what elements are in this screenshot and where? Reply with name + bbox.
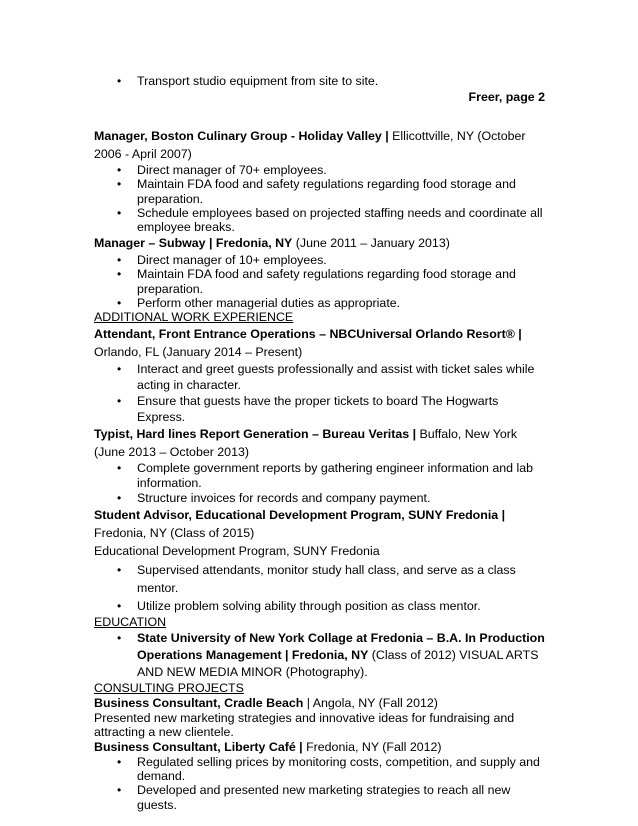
bullet-icon: •: [117, 253, 122, 268]
list-item: • Schedule employees based on projected staffing needs and coordinate all employee breaks.: [117, 205, 543, 235]
list-item: • Interact and greet guests professionally and assist with ticket sales while acting in character.: [117, 362, 535, 393]
bullet-icon: •: [117, 362, 122, 377]
section-heading-education: EDUCATION: [94, 615, 167, 630]
job-title: Student Advisor, Educational Development Program, SUNY Fredonia |: [94, 508, 506, 523]
job-title: Manager – Subway | Fredonia, NY: [94, 236, 293, 251]
job-detail: Ellicottville, NY (October 2006 - April 2007): [94, 129, 526, 162]
page-header: Freer, page 2: [468, 90, 545, 104]
list-item: • Direct manager of 10+ employees.: [117, 253, 327, 268]
job-heading: [94, 739, 549, 755]
list-item: • Regulated selling prices by monitoring costs, competition, and supply and demand.: [117, 755, 540, 784]
job-detail: Fredonia, NY (Fall 2012): [302, 740, 442, 755]
list-item: • Supervised attendants, monitor study hall class, and serve as a class mentor.: [117, 563, 516, 596]
list-item: • Ensure that guests have the proper tickets to board The Hogwarts Express.: [117, 394, 499, 425]
bullet-icon: •: [117, 74, 122, 88]
job-heading: [94, 234, 549, 253]
bullet-icon: •: [117, 163, 122, 178]
list-item: • Utilize problem solving ability through position as class mentor.: [117, 599, 481, 614]
job-detail: | Angola, NY (Fall 2012): [303, 696, 438, 711]
job-title: Business Consultant, Cradle Beach: [94, 696, 304, 711]
bullet-icon: •: [117, 177, 122, 192]
section-heading-consulting: CONSULTING PROJECTS: [94, 681, 244, 696]
bullet-icon: •: [117, 295, 122, 310]
resume-content: [94, 74, 549, 812]
job-detail: Fredonia, NY (Class of 2015): [94, 526, 255, 541]
job-heading: [94, 325, 549, 361]
job-detail: Buffalo, New York (June 2013 – October 2013): [94, 427, 518, 460]
job-title: Business Consultant, Liberty Café |: [94, 740, 303, 755]
list-item: • Maintain FDA food and safety regulations regarding food storage and preparation.: [117, 177, 516, 206]
job-heading: [94, 696, 549, 711]
bullet-icon: •: [117, 755, 122, 770]
job-detail: (June 2011 – January 2013): [292, 236, 450, 251]
list-item: • Direct manager of 70+ employees.: [117, 163, 327, 178]
job-detail: Orlando, FL (January 2014 – Present): [94, 345, 303, 360]
job-description: Presented new marketing strategies and innovative ideas for fundraising and attracting a new clientele.: [94, 711, 515, 740]
list-item: • Developed and presented new marketing strategies to reach all new guests.: [117, 783, 511, 812]
job-title: Attendant, Front Entrance Operations – NBCUniversal Orlando Resort® |: [94, 327, 522, 342]
bullet-icon: •: [117, 491, 122, 506]
list-item: • Structure invoices for records and company payment.: [117, 491, 431, 506]
bullet-icon: •: [117, 461, 122, 476]
job-title: Typist, Hard lines Report Generation – Bureau Veritas |: [94, 427, 417, 442]
bullet-icon: •: [117, 394, 122, 409]
job-heading: [94, 425, 549, 461]
job-subline: Educational Development Program, SUNY Fredonia: [94, 544, 380, 559]
job-title: Manager, Boston Culinary Group - Holiday Valley |: [94, 129, 389, 144]
list-item: • Complete government reports by gathering engineer information and lab information.: [117, 461, 534, 491]
education-detail: (Class of 2012) VISUAL ARTS AND NEW MEDIA MINOR (Photography).: [137, 648, 539, 680]
list-item: • Perform other managerial duties as appropriate.: [117, 295, 401, 310]
bullet-icon: •: [117, 631, 122, 646]
job-heading: [94, 127, 549, 163]
bullet-icon: •: [117, 563, 122, 578]
list-item: • Maintain FDA food and safety regulations regarding food storage and preparation.: [117, 267, 516, 296]
education-school: State University of New York Collage at Fredonia – B.A. In Production Operations Management | Fredonia, NY: [137, 631, 545, 663]
bullet-icon: •: [117, 783, 122, 798]
job-heading: [94, 506, 549, 542]
bullet-icon: •: [117, 599, 122, 614]
bullet-icon: •: [117, 267, 122, 282]
section-heading-additional-work: ADDITIONAL WORK EXPERIENCE: [94, 310, 294, 325]
bullet-icon: •: [117, 205, 122, 220]
education-entry: [94, 630, 549, 681]
list-item: • Transport studio equipment from site to site.: [117, 74, 379, 88]
